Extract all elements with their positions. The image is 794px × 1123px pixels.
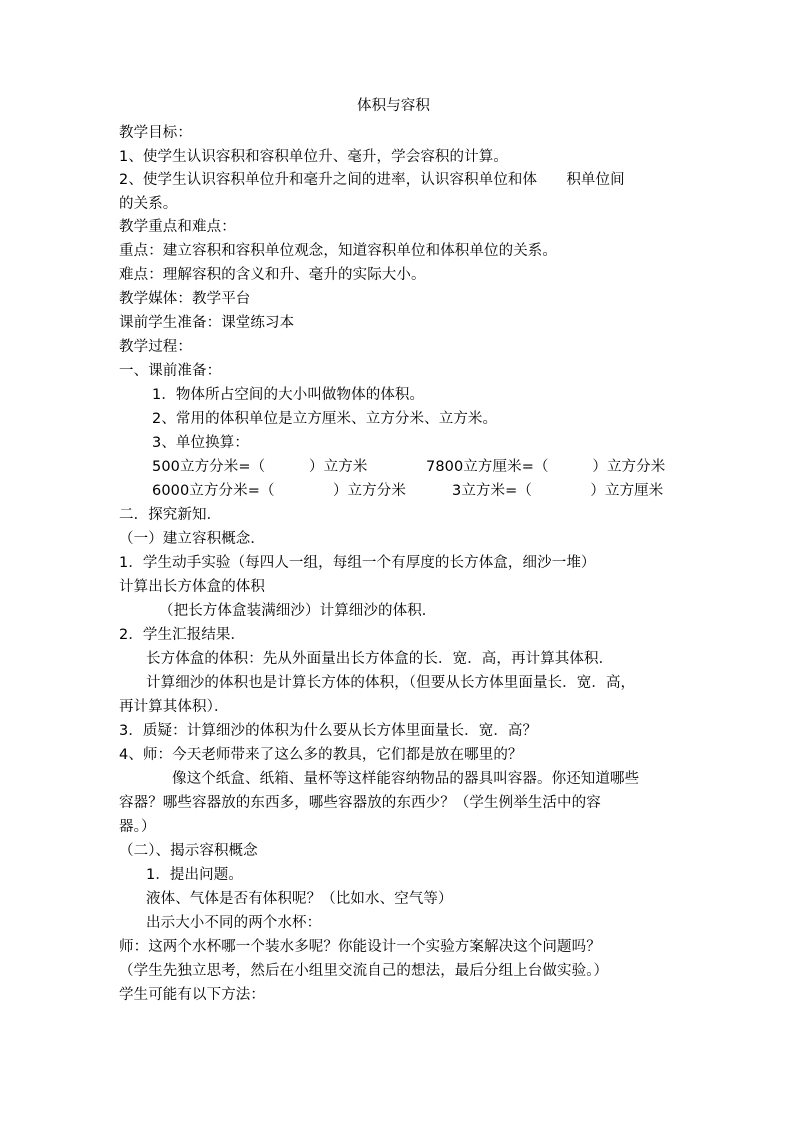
text-line: 2．学生汇报结果． — [119, 627, 246, 643]
text-line: 1．提出问题。 — [146, 867, 243, 883]
text-line: 长方体盒的体积：先从外面量出长方体盒的长．宽．高，再计算其体积． — [146, 651, 614, 667]
text-line: 液体、气体是否有体积呢？（比如水、空气等） — [146, 891, 453, 907]
text-line: 计算细沙的体积也是计算长方体的体积，（但要从长方体里面量长．宽．高， — [146, 675, 636, 691]
text-line: 像这个纸盒、纸箱、量杯等这样能容纳物品的器具叫容器。你还知道哪些 — [172, 771, 640, 787]
text-line: 计算出长方体盒的体积 — [119, 579, 265, 595]
text-line: 教学目标： — [119, 125, 192, 141]
text-line: 教学过程： — [119, 339, 192, 355]
text-line: 器。） — [119, 819, 156, 835]
text-line: 一、课前准备： — [119, 363, 222, 379]
text-line: 重点：建立容积和容积单位观念，知道容积单位和体积单位的关系。 — [119, 243, 557, 259]
text-line: 出示大小不同的两个水杯： — [146, 915, 322, 931]
text-line: 难点：理解容积的含义和升、毫升的实际大小。 — [119, 267, 426, 283]
text-line: 学生可能有以下方法： — [119, 987, 265, 1003]
text-line: 7800立方厘米=（ ）立方分米 — [426, 459, 666, 475]
text-line: 1、使学生认识容积和容积单位升、毫升，学会容积的计算。 — [119, 149, 508, 165]
text-line: 2、常用的体积单位是立方厘米、立方分米、立方米。 — [152, 411, 498, 427]
text-line: 1．物体所占空间的大小叫做物体的体积。 — [152, 387, 425, 403]
text-line: 3．质疑：计算细沙的体积为什么要从长方体里面量长．宽．高？ — [119, 723, 538, 739]
text-line: （二）、揭示容积概念 — [119, 843, 258, 859]
text-line: 二．探究新知． — [119, 507, 222, 523]
text-line: 再计算其体积）． — [119, 699, 229, 715]
text-line: 教学媒体：教学平台 — [119, 291, 251, 307]
text-line: 的关系。 — [119, 196, 178, 212]
text-line: 4、师：今天老师带来了这么多的教具，它们都是放在哪里的？ — [119, 747, 523, 763]
text-line: 2、使学生认识容积单位升和毫升之间的进率，认识容积单位和体 积单位间 — [119, 172, 625, 188]
text-line: 课前学生准备：课堂练习本 — [119, 315, 295, 331]
text-line: 教学重点和难点： — [119, 219, 236, 235]
text-line: 1．学生动手实验（每四人一组，每组一个有厚度的长方体盒，细沙一堆） — [119, 555, 596, 571]
text-line: （一）建立容积概念． — [119, 531, 265, 547]
text-line: 3、单位换算： — [152, 435, 249, 451]
text-line: 500立方分米=（ ）立方米 — [152, 459, 368, 475]
text-line: 6000立方分米=（ ）立方分米 — [152, 483, 406, 499]
document-title: 体积与容积 — [357, 98, 430, 114]
text-line: 3立方米=（ ）立方厘米 — [452, 483, 664, 499]
text-line: 师：这两个水杯哪一个装水多呢？你能设计一个实验方案解决这个问题吗？ — [119, 939, 601, 955]
text-line: （把长方体盒装满细沙）计算细沙的体积． — [159, 603, 437, 619]
text-line: （学生先独立思考，然后在小组里交流自己的想法，最后分组上台做实验。） — [119, 963, 609, 979]
text-line: 容器？哪些容器放的东西多，哪些容器放的东西少？（学生例举生活中的容 — [119, 795, 601, 811]
